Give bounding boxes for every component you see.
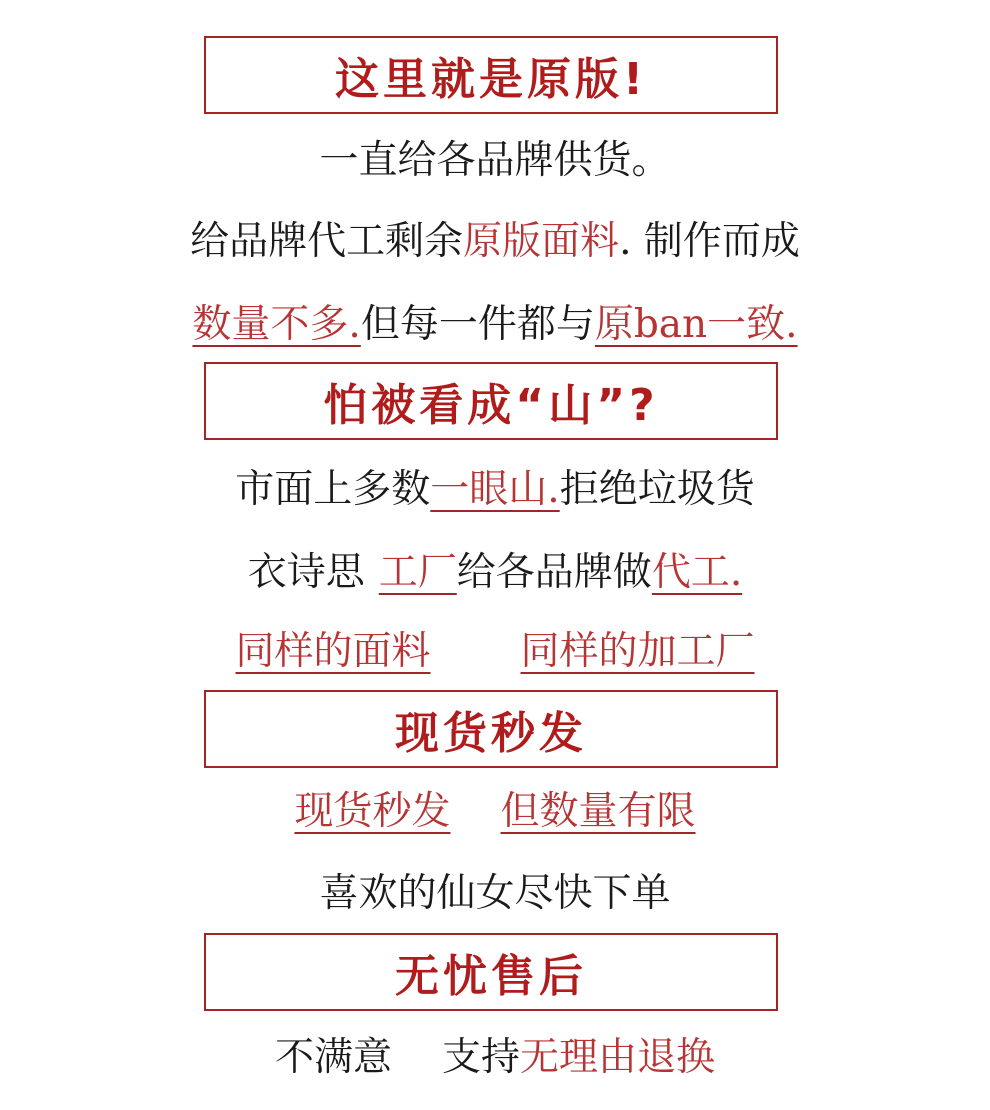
text-factory-highlight-2: 代工. bbox=[651, 550, 743, 595]
text-line-order bbox=[0, 866, 990, 922]
text-factory-c: 给各品牌做 bbox=[456, 550, 652, 595]
text-in-stock: 现货秒发 bbox=[294, 789, 451, 834]
text-return-highlight: 无理由退换 bbox=[520, 1035, 716, 1080]
text-fabric-highlight: 原版面料 bbox=[463, 219, 620, 264]
text-fabric-a: 给品牌代工剩余 bbox=[190, 219, 464, 264]
section-header-fake-worry bbox=[204, 362, 778, 440]
text-fabric-c: . 制作而成 bbox=[619, 219, 800, 264]
section-title-in-stock: 现货秒发 bbox=[395, 708, 587, 759]
section-title-after-sales: 无忧售后 bbox=[395, 951, 587, 1002]
text-line-supply bbox=[0, 133, 990, 189]
text-quantity-highlight: 数量不多. bbox=[192, 302, 361, 347]
section-header-in-stock bbox=[204, 690, 778, 768]
text-unsatisfied: 不满意 bbox=[274, 1035, 392, 1080]
text-line-fabric bbox=[0, 214, 990, 270]
text-quantity-b: 但每一件都与 bbox=[360, 302, 595, 347]
text-quantity-highlight-2: 原ban一致. bbox=[594, 302, 798, 347]
text-line-quantity bbox=[0, 297, 990, 353]
text-factory-highlight: 工厂 bbox=[378, 550, 457, 595]
text-limited: 但数量有限 bbox=[500, 789, 696, 834]
text-line-in-stock bbox=[0, 784, 990, 840]
text-line-same bbox=[0, 624, 990, 680]
text-line-return bbox=[0, 1030, 990, 1086]
text-market-c: 拒绝垃圾货 bbox=[559, 467, 755, 512]
section-title-fake-worry: 怕被看成“山”? bbox=[323, 380, 659, 431]
text-supply: 一直给各品牌供货。 bbox=[319, 138, 671, 183]
text-support: 支持 bbox=[441, 1035, 520, 1080]
text-order-now: 喜欢的仙女尽快下单 bbox=[319, 871, 671, 916]
text-line-market bbox=[0, 462, 990, 518]
section-header-original bbox=[204, 36, 778, 114]
text-market-a: 市面上多数 bbox=[235, 467, 431, 512]
text-same-fabric: 同样的面料 bbox=[235, 629, 431, 674]
text-market-highlight: 一眼山. bbox=[430, 467, 560, 512]
text-factory-brand: 衣诗思 bbox=[247, 550, 365, 595]
section-title-original: 这里就是原版! bbox=[334, 54, 648, 105]
text-same-factory: 同样的加工厂 bbox=[520, 629, 755, 674]
text-line-factory bbox=[0, 545, 990, 601]
section-header-after-sales bbox=[204, 933, 778, 1011]
